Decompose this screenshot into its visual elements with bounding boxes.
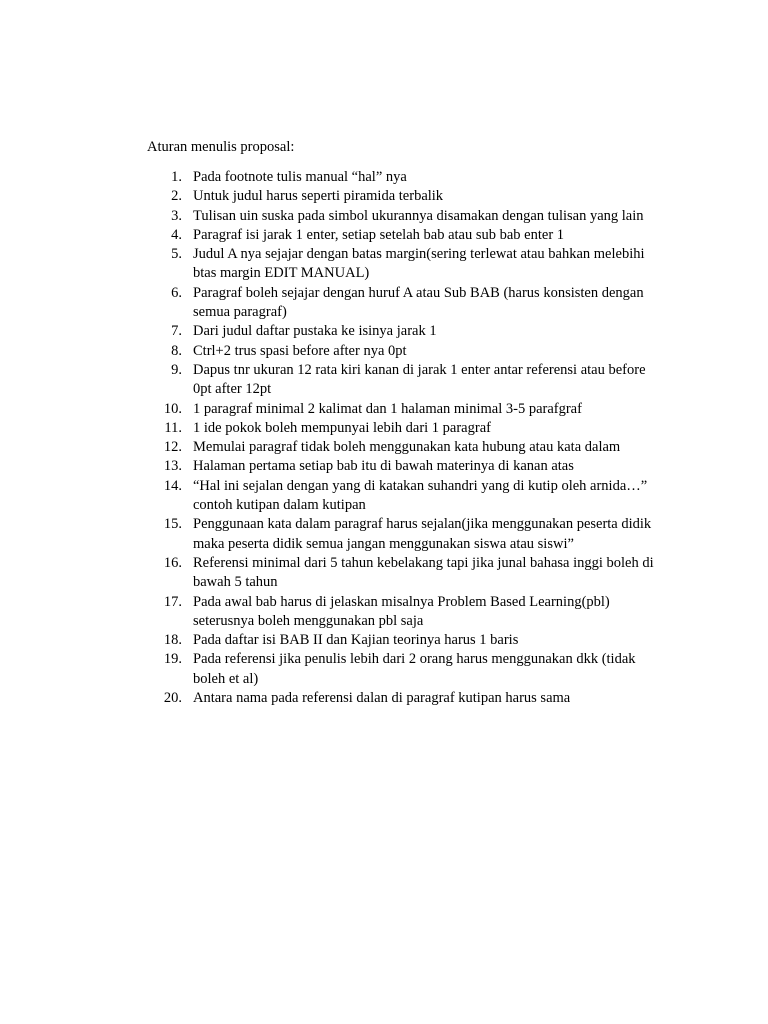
list-item-text: Paragraf isi jarak 1 enter, setiap setelah bab atau sub bab enter 1 bbox=[193, 226, 565, 243]
list-item-text: Pada referensi jika penulis lebih dari 2 orang harus menggunakan dkk (tidak boleh et al) bbox=[193, 651, 636, 687]
list-item bbox=[147, 689, 657, 708]
list-item bbox=[147, 207, 657, 226]
list-item-number: 16. bbox=[163, 554, 182, 571]
list-item-number: 18. bbox=[163, 632, 182, 649]
list-item-number: 8. bbox=[171, 342, 182, 359]
list-item-number: 19. bbox=[163, 651, 182, 668]
document-heading: Aturan menulis proposal: bbox=[147, 139, 295, 155]
rules-list bbox=[147, 168, 657, 708]
list-item bbox=[147, 419, 657, 438]
list-item-number: 13. bbox=[163, 458, 182, 475]
list-item-number: 7. bbox=[171, 323, 182, 340]
list-item-text: Ctrl+2 trus spasi before after nya 0pt bbox=[193, 342, 407, 359]
list-item-number: 3. bbox=[171, 207, 182, 224]
list-item-number: 12. bbox=[163, 439, 182, 456]
list-item-text: Untuk judul harus seperti piramida terbalik bbox=[193, 188, 444, 205]
list-item-text: Penggunaan kata dalam paragraf harus sejalan(jika menggunakan peserta didik maka peserta didik semua jangan menggunakan siswa atau siswi” bbox=[193, 516, 652, 552]
list-item-number: 2. bbox=[171, 188, 182, 205]
list-item bbox=[147, 187, 657, 206]
list-item-text: Antara nama pada referensi dalan di paragraf kutipan harus sama bbox=[193, 690, 571, 707]
list-item-number: 4. bbox=[171, 226, 182, 243]
list-item-text: Pada awal bab harus di jelaskan misalnya Problem Based Learning(pbl) seterusnya boleh menggunakan pbl saja bbox=[193, 593, 610, 629]
list-item-text: Judul A nya sejajar dengan batas margin(sering terlewat atau bahkan melebihi btas margin EDIT MANUAL) bbox=[193, 246, 645, 282]
list-item-number: 17. bbox=[163, 593, 182, 610]
list-item bbox=[147, 168, 657, 187]
list-item bbox=[147, 515, 657, 554]
list-item-number: 6. bbox=[171, 284, 182, 301]
list-item-text: 1 ide pokok boleh mempunyai lebih dari 1 paragraf bbox=[193, 419, 491, 436]
list-item bbox=[147, 342, 657, 361]
list-item-number: 10. bbox=[163, 400, 182, 417]
list-item-text: Pada daftar isi BAB II dan Kajian teorinya harus 1 baris bbox=[193, 632, 519, 649]
list-item bbox=[147, 631, 657, 650]
list-item bbox=[147, 554, 657, 593]
list-item bbox=[147, 361, 657, 400]
list-item bbox=[147, 245, 657, 284]
list-item-number: 20. bbox=[163, 690, 182, 707]
list-item-number: 11. bbox=[164, 419, 182, 436]
list-item-text: Dapus tnr ukuran 12 rata kiri kanan di jarak 1 enter antar referensi atau before 0pt after 12pt bbox=[193, 361, 646, 398]
list-item-number: 14. bbox=[163, 477, 182, 494]
list-item-text: 1 paragraf minimal 2 kalimat dan 1 halaman minimal 3-5 parafgraf bbox=[193, 400, 582, 417]
list-item-number: 5. bbox=[171, 246, 182, 263]
list-item-text: Halaman pertama setiap bab itu di bawah materinya di kanan atas bbox=[193, 458, 574, 475]
list-item-text: Referensi minimal dari 5 tahun kebelakang tapi jika junal bahasa inggi boleh di bawah 5 tahun bbox=[193, 554, 654, 591]
list-item bbox=[147, 438, 657, 457]
list-item bbox=[147, 650, 657, 689]
list-item bbox=[147, 477, 657, 516]
list-item-number: 15. bbox=[163, 516, 182, 533]
list-item bbox=[147, 457, 657, 476]
list-item-text: Paragraf boleh sejajar dengan huruf A atau Sub BAB (harus konsisten dengan semua paragraf) bbox=[193, 284, 644, 321]
list-item-number: 1. bbox=[171, 169, 182, 185]
list-item bbox=[147, 226, 657, 245]
list-item bbox=[147, 593, 657, 632]
list-item bbox=[147, 400, 657, 419]
list-item-text: “Hal ini sejalan dengan yang di katakan suhandri yang di kutip oleh arnida…” contoh kutipan dalam kutipan bbox=[193, 477, 648, 514]
list-item-text: Dari judul daftar pustaka ke isinya jarak 1 bbox=[193, 323, 437, 340]
list-item-text: Memulai paragraf tidak boleh menggunakan kata hubung atau kata dalam bbox=[193, 439, 621, 456]
list-item bbox=[147, 322, 657, 341]
list-item-number: 9. bbox=[171, 361, 182, 378]
list-item-text: Tulisan uin suska pada simbol ukurannya disamakan dengan tulisan yang lain bbox=[193, 207, 644, 224]
list-item-text: Pada footnote tulis manual “hal” nya bbox=[193, 169, 407, 185]
list-item bbox=[147, 284, 657, 323]
